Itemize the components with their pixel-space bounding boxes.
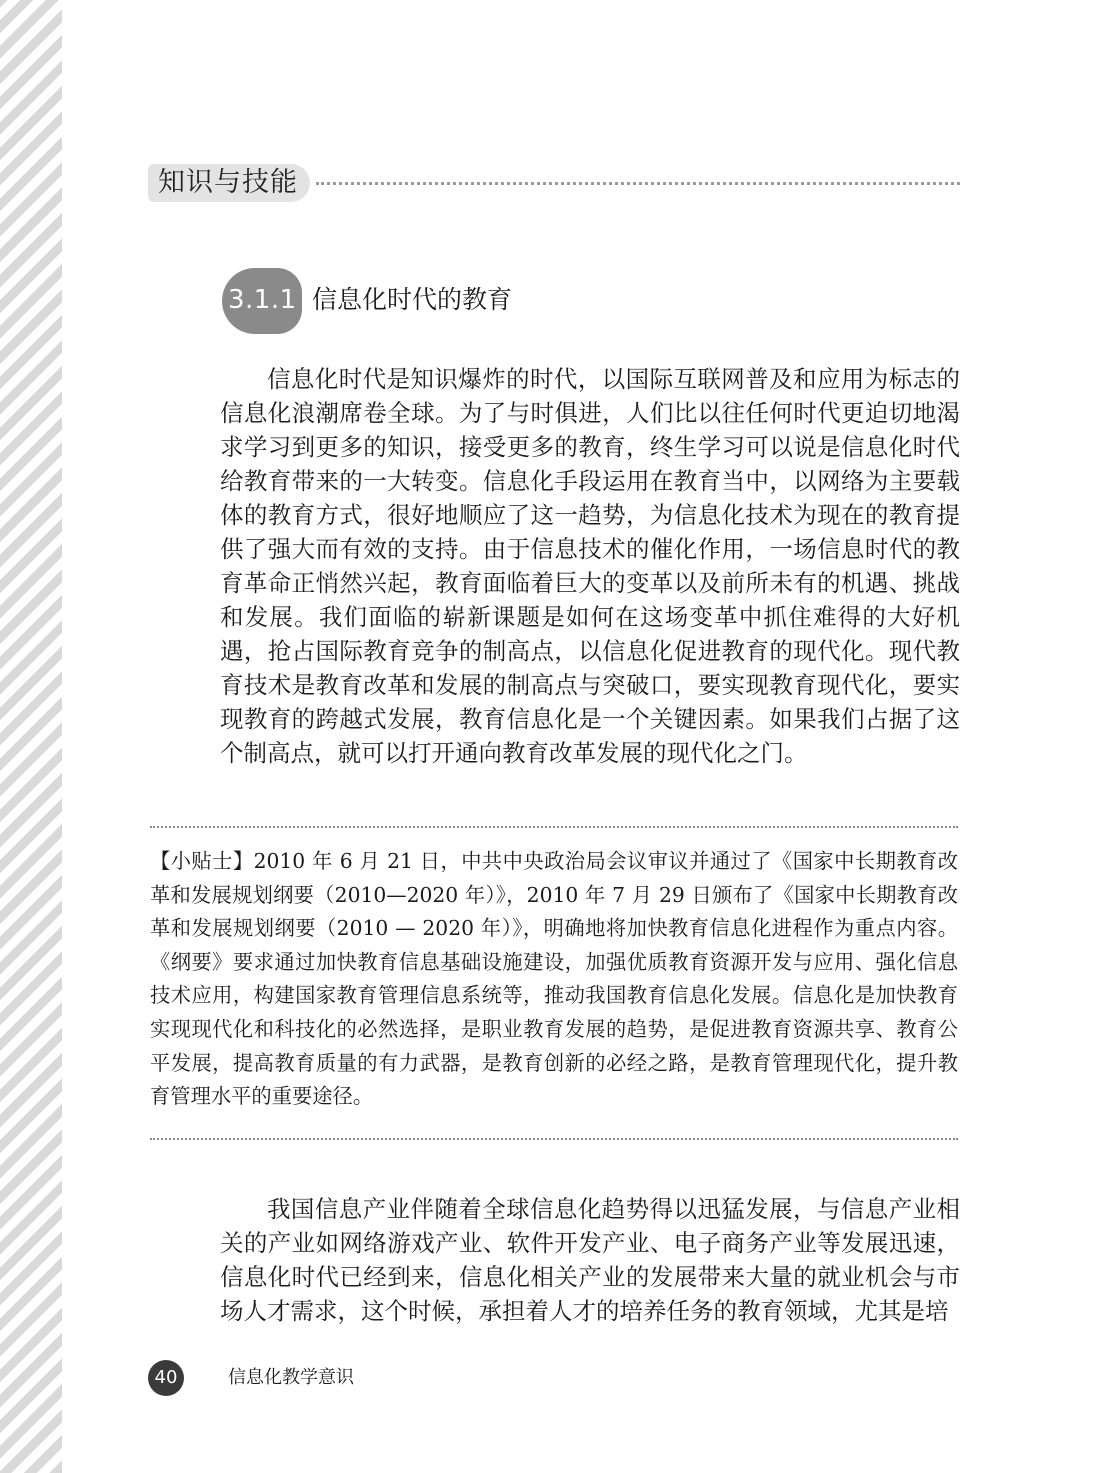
body-paragraph: 信息化时代是知识爆炸的时代，以国际互联网普及和应用为标志的信息化浪潮席卷全球。为了与时俱进，人们比以往任何时代更迫切地渴求学习到更多的知识，接受更多的教育，终生学习可以说是信息化时代给教育带来的一大转变。信息化手段运用在教育当中，以网络为主要载体的教育方式，很好地顺应了这一趋势，为信息化技术为现在的教育提供了强大而有效的支持。由于信息技术的催化作用，一场信息时代的教育革命正悄然兴起，教育面临着巨大的变革以及前所未有的机遇、挑战和发展。我们面临的崭新课题是如何在这场变革中抓住难得的大好机遇，抢占国际教育竞争的制高点，以信息化促进教育的现代化。现代教育技术是教育改革和发展的制高点与突破口，要实现教育现代化，要实现教育的跨越式发展，教育信息化是一个关键因素。如果我们占据了这个制高点，就可以打开通向教育改革发展的现代化之门。 [220,365,960,767]
section-dotted-rule [316,182,960,185]
section-header [148,164,960,204]
tip-text: 【小贴士】2010 年 6 月 21 日，中共中央政治局会议审议并通过了《国家中长期教育改革和发展规划纲要（2010—2020 年）》，2010 年 7 月 29 日颁布了《国家中长期教育改革和发展规划纲要（2010 — 2020 年）》，明确地将加快教育信息化进程作为重点内容。《纲要》要求通过加快教育信息基础设施建设，加强优质教育资源开发与应用、强化信息技术应用，构建国家教育管理信息系统等，推动我国教育信息化发展。信息化是加快教育实现现代化和科技化的必然选择，是职业教育发展的趋势，是促进教育资源共享、教育公平发展，提高教育质量的有力武器，是教育创新的必经之路，是教育管理现代化，提升教育管理水平的重要途径。 [150,849,958,1109]
section-title: 知识与技能 [148,164,310,202]
body-paragraph: 我国信息产业伴随着全球信息化趋势得以迅猛发展，与信息产业相关的产业如网络游戏产业、软件开发产业、电子商务产业等发展迅速，信息化时代已经到来，信息化相关产业的发展带来大量的就业机会与市场人才需求，这个时候，承担着人才的培养任务的教育领域，尤其是培 [220,1195,960,1325]
subsection-number: 3.1.1 [228,285,297,315]
tip-bottom-rule [150,1138,958,1140]
striped-page-margin [0,0,62,1473]
tip-top-rule [150,826,958,828]
footer-book-title: 信息化教学意识 [228,1367,354,1388]
subsection-title: 信息化时代的教育 [312,285,513,314]
page-number: 40 [148,1360,184,1396]
